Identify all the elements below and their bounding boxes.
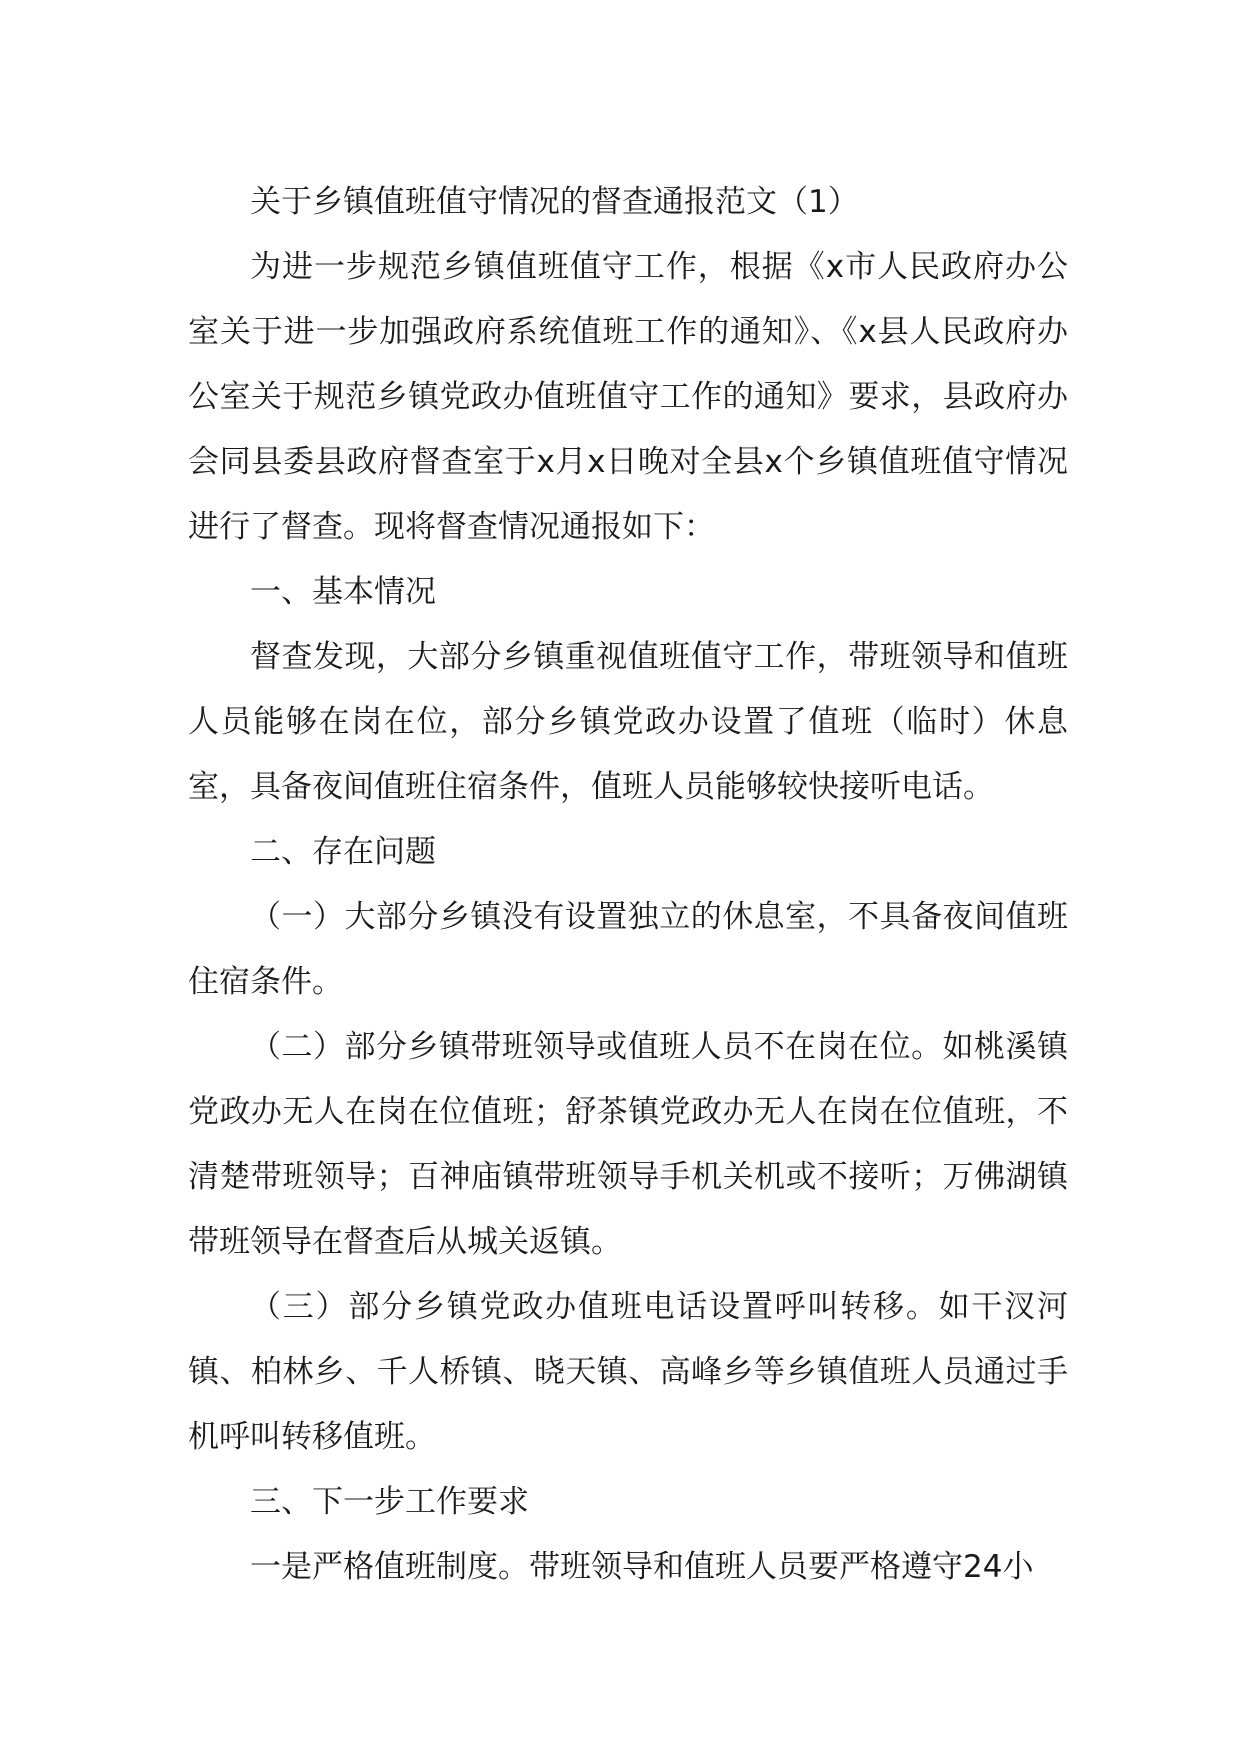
document-title: 关于乡镇值班值守情况的督查通报范文（1） xyxy=(250,184,859,220)
paragraph-basic-situation: 督查发现，大部分乡镇重视值班值守工作，带班领导和值班人员能够在岗在位，部分乡镇党政办设置了值班（临时）休息室，具备夜间值班住宿条件，值班人员能够较快接听电话。 xyxy=(188,639,1068,805)
section-heading-problems: 二、存在问题 xyxy=(250,834,436,870)
paragraph-requirement-1: 一是严格值班制度。带班领导和值班人员要严格遵守24小 xyxy=(250,1549,1034,1585)
section-heading-basic-situation: 一、基本情况 xyxy=(250,574,436,610)
document-body xyxy=(188,170,1068,1600)
paragraph-intro: 为进一步规范乡镇值班值守工作，根据《x市人民政府办公室关于进一步加强政府系统值班工作的通知》、《x县人民政府办公室关于规范乡镇党政办值班值守工作的通知》要求，县政府办会同县委县政府督查室于x月x日晚对全县x个乡镇值班值守情况进行了督查。现将督查情况通报如下： xyxy=(188,249,1068,545)
paragraph-problem-1: （一）大部分乡镇没有设置独立的休息室，不具备夜间值班住宿条件。 xyxy=(188,899,1068,1000)
paragraph-problem-2: （二）部分乡镇带班领导或值班人员不在岗在位。如桃溪镇党政办无人在岗在位值班；舒茶镇党政办无人在岗在位值班，不清楚带班领导；百神庙镇带班领导手机关机或不接听；万佛湖镇带班领导在督查后从城关返镇。 xyxy=(188,1029,1068,1260)
paragraph-problem-3: （三）部分乡镇党政办值班电话设置呼叫转移。如干汊河镇、柏林乡、千人桥镇、晓天镇、高峰乡等乡镇值班人员通过手机呼叫转移值班。 xyxy=(188,1289,1068,1455)
section-heading-next-steps: 三、下一步工作要求 xyxy=(250,1484,529,1520)
